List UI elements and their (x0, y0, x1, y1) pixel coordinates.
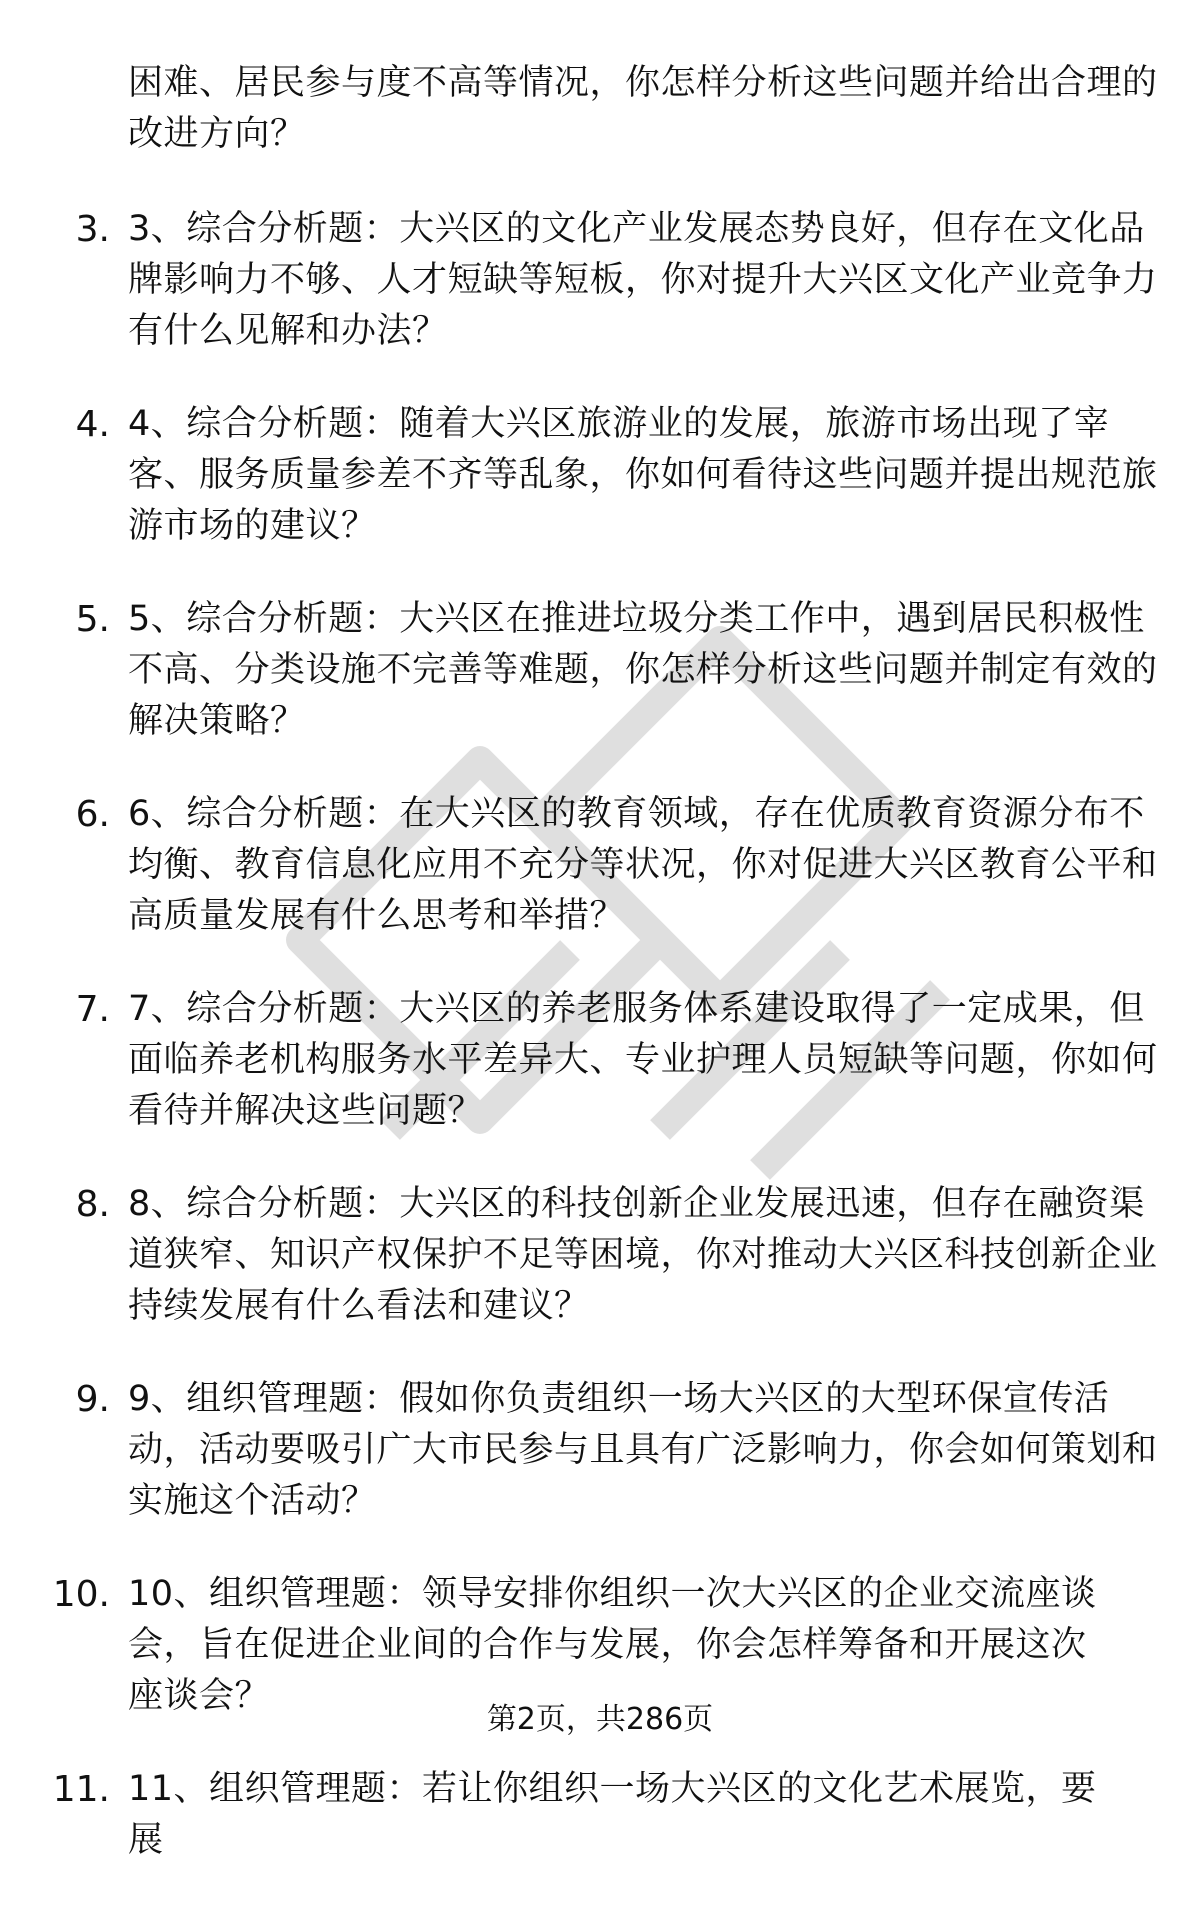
item-text: 困难、居民参与度不高等情况，你怎样分析这些问题并给出合理的改进方向？ (128, 63, 1158, 154)
item-number: 4. (75, 404, 110, 445)
item-number: 8. (75, 1184, 110, 1225)
list-item (0, 1374, 1200, 1527)
item-text: 9、组织管理题：假如你负责组织一场大兴区的大型环保宣传活动，活动要吸引广大市民参与且具有广泛影响力，你会如何策划和实施这个活动？ (128, 1379, 1158, 1521)
item-number: 7. (75, 989, 110, 1030)
item-number: 9. (75, 1379, 110, 1420)
list-item (0, 58, 1200, 160)
question-list (0, 58, 1200, 1908)
item-text: 5、综合分析题：大兴区在推进垃圾分类工作中，遇到居民积极性不高、分类设施不完善等难题，你怎样分析这些问题并制定有效的解决策略？ (128, 599, 1158, 741)
item-text: 6、综合分析题：在大兴区的教育领域，存在优质教育资源分布不均衡、教育信息化应用不充分等状况，你对促进大兴区教育公平和高质量发展有什么思考和举措？ (128, 794, 1158, 936)
list-item (0, 789, 1200, 942)
item-number: 10. (52, 1574, 110, 1615)
list-item (0, 594, 1200, 747)
list-item (0, 1179, 1200, 1332)
page-number-label: 第2页，共286页 (486, 1702, 714, 1737)
item-text: 4、综合分析题：随着大兴区旅游业的发展，旅游市场出现了宰客、服务质量参差不齐等乱象，你如何看待这些问题并提出规范旅游市场的建议？ (128, 404, 1158, 546)
page-footer (0, 1700, 1200, 1740)
item-text: 11、组织管理题：若让你组织一场大兴区的文化艺术展览，要展 (128, 1769, 1097, 1860)
list-item (0, 1764, 1200, 1866)
item-number: 6. (75, 794, 110, 835)
list-item (0, 399, 1200, 552)
list-item (0, 984, 1200, 1137)
item-text: 3、综合分析题：大兴区的文化产业发展态势良好，但存在文化品牌影响力不够、人才短缺等短板，你对提升大兴区文化产业竞争力有什么见解和办法？ (128, 209, 1158, 351)
item-number: 3. (75, 209, 110, 250)
list-item (0, 204, 1200, 357)
item-number: 11. (52, 1769, 110, 1810)
item-text: 8、综合分析题：大兴区的科技创新企业发展迅速，但存在融资渠道狭窄、知识产权保护不足等困境，你对推动大兴区科技创新企业持续发展有什么看法和建议？ (128, 1184, 1158, 1326)
item-number: 5. (75, 599, 110, 640)
item-text: 10、组织管理题：领导安排你组织一次大兴区的企业交流座谈会，旨在促进企业间的合作与发展，你会怎样筹备和开展这次座谈会？ (128, 1574, 1097, 1716)
item-text: 7、综合分析题：大兴区的养老服务体系建设取得了一定成果，但面临养老机构服务水平差异大、专业护理人员短缺等问题，你如何看待并解决这些问题？ (128, 989, 1158, 1131)
